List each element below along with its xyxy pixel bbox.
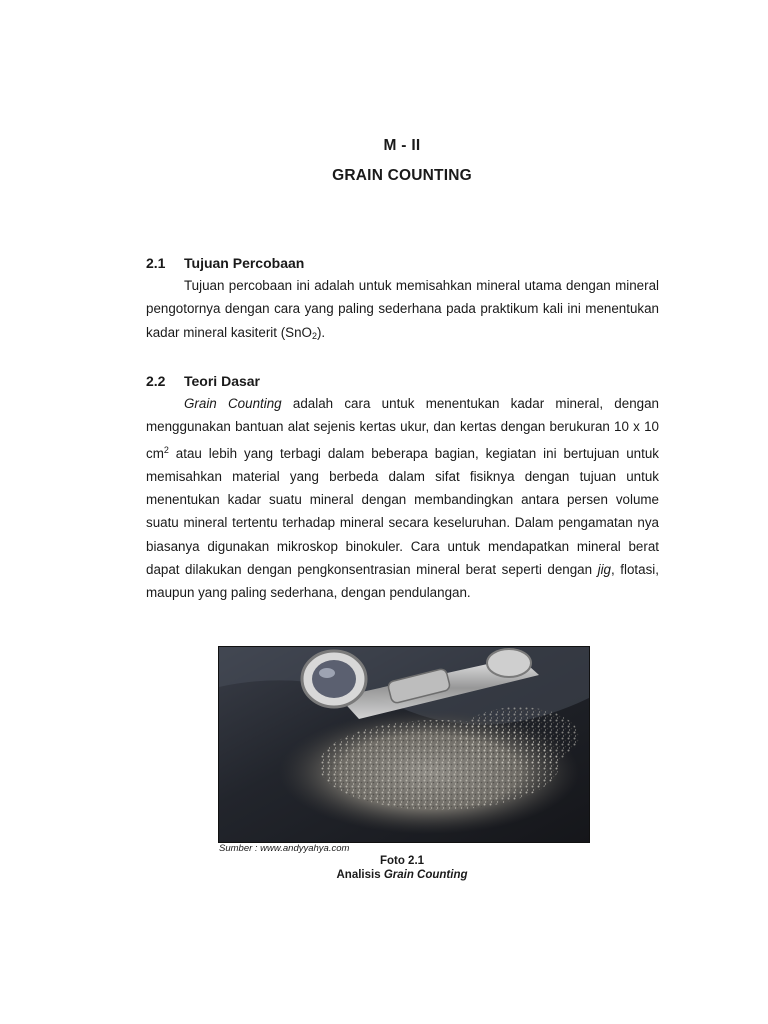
figure-photo-grain-counting [218,646,590,843]
section-tujuan-percobaan [146,252,659,348]
section-title: Tujuan Percobaan [184,255,305,271]
figure-source: Sumber : www.andyyahya.com [219,843,350,854]
section-number: 2.2 [146,373,166,389]
section-number: 2.1 [146,255,166,271]
section-title: Teori Dasar [184,373,260,389]
section-paragraph: Tujuan percobaan ini adalah untuk memisahkan mineral utama dengan mineral pengotornya dengan cara yang paling sederhana pada praktikum kali ini menentukan kadar mineral kasiterit (SnO$_2$). [146,278,659,341]
section-teori-dasar [146,370,659,605]
section-heading [146,252,659,274]
section-paragraph: Grain Counting adalah cara untuk menentukan kadar mineral, dengan menggunakan bantuan alat sejenis kertas ukur, dan kertas dengan berukuran 10 x 10 $cm^2$ atau lebih yang terbagi dalam beberapa bagian, kegiatan ini bertujuan untuk memisahkan material yang berbeda dalam sifat fisiknya dengan tujuan untuk menentukan kadar suatu mineral dengan membandingkan antara persen volume suatu mineral tertentu terhadap mineral secara keseluruhan. Dalam pengamatan nya biasanya digunakan mikroskop binokuler. Cara untuk mendapatkan mineral berat dapat dilakukan dengan pengkonsentrasian mineral berat seperti dengan jig, flotasi, maupun yang paling sederhana, dengan pendulangan. [146,396,659,601]
figure-caption-title: Analisis Grain Counting [336,869,468,881]
section-heading [146,370,659,392]
chapter-title: GRAIN COUNTING [332,167,472,184]
term-grain-counting: Grain Counting [184,396,282,411]
figure-caption-label: Foto 2.1 [379,855,425,867]
term-jig: jig [597,562,612,578]
chapter-number: M - II [383,137,421,154]
